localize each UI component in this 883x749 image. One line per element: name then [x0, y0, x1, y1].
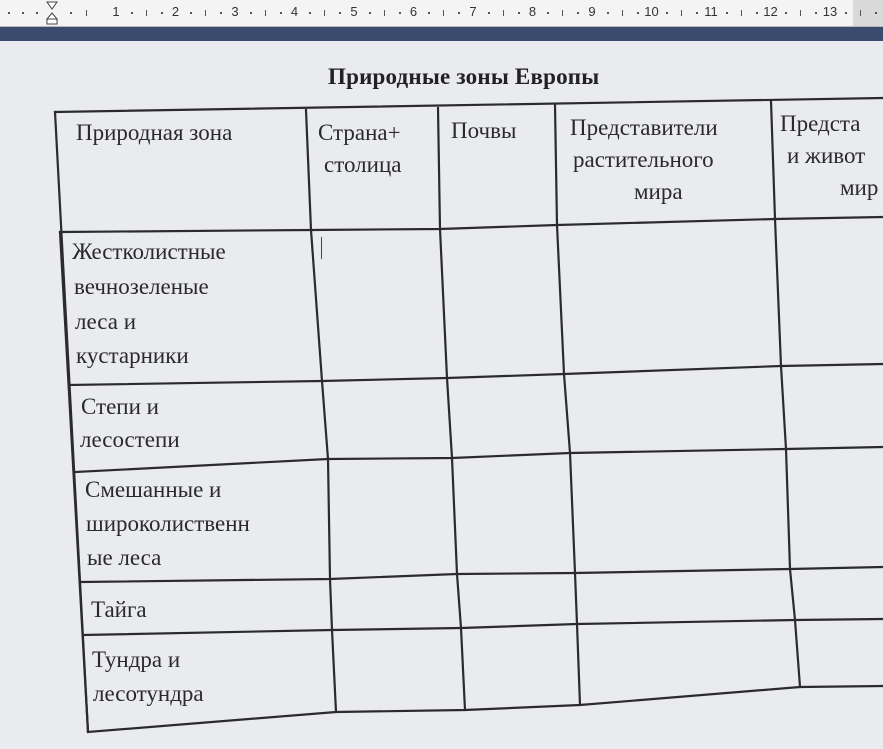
row3-line-3: ые леса [87, 545, 162, 570]
row3-line-1: Смешанные и [85, 477, 222, 502]
ruler-number: 3 [231, 4, 239, 19]
row5-line-2: лесотундра [93, 681, 204, 706]
ruler-number: 13 [822, 4, 838, 19]
row2-line-2: лесостепи [80, 427, 180, 452]
header-nature-zone-line: Природная зона [76, 120, 233, 145]
ruler-number: 2 [171, 4, 180, 19]
header-fauna-line-2: и живот [787, 143, 866, 168]
ruler-number: 9 [588, 4, 596, 19]
row5-line-1: Тундра и [92, 647, 181, 672]
row2-line-1: Степи и [81, 394, 159, 419]
header-fauna-line-3: мир [840, 175, 879, 200]
ruler-number: 12 [763, 4, 778, 19]
header-country-line-2: столица [324, 152, 402, 177]
ruler-number: 1 [112, 4, 120, 19]
ruler-number: 7 [469, 4, 477, 19]
row1-line-4: кустарники [76, 343, 189, 368]
ruler-number: 8 [528, 4, 537, 19]
header-flora-line-1: Представители [570, 115, 718, 140]
header-fauna-line-1: Предста [780, 111, 861, 136]
ruler-number: 10 [644, 4, 659, 19]
row1-line-1: Жестколистные [72, 239, 226, 264]
ruler-number: 5 [350, 4, 358, 19]
ruler-number: 4 [290, 4, 299, 19]
ruler-number: 6 [409, 4, 418, 19]
header-flora-line-3: мира [634, 179, 683, 204]
document-title: Природные зоны Европы [328, 64, 600, 89]
ruler-number: 11 [704, 4, 718, 19]
row4-line-1: Тайга [91, 597, 147, 622]
row1-line-2: вечнозеленые [74, 274, 209, 299]
row3-line-2: широколиственн [86, 511, 250, 536]
header-country-line-1: Страна+ [318, 120, 401, 145]
row1-line-3: леса и [75, 309, 137, 334]
header-soils-line: Почвы [451, 118, 517, 143]
header-flora-line-2: растительного [573, 147, 714, 172]
text-cursor [321, 237, 322, 259]
